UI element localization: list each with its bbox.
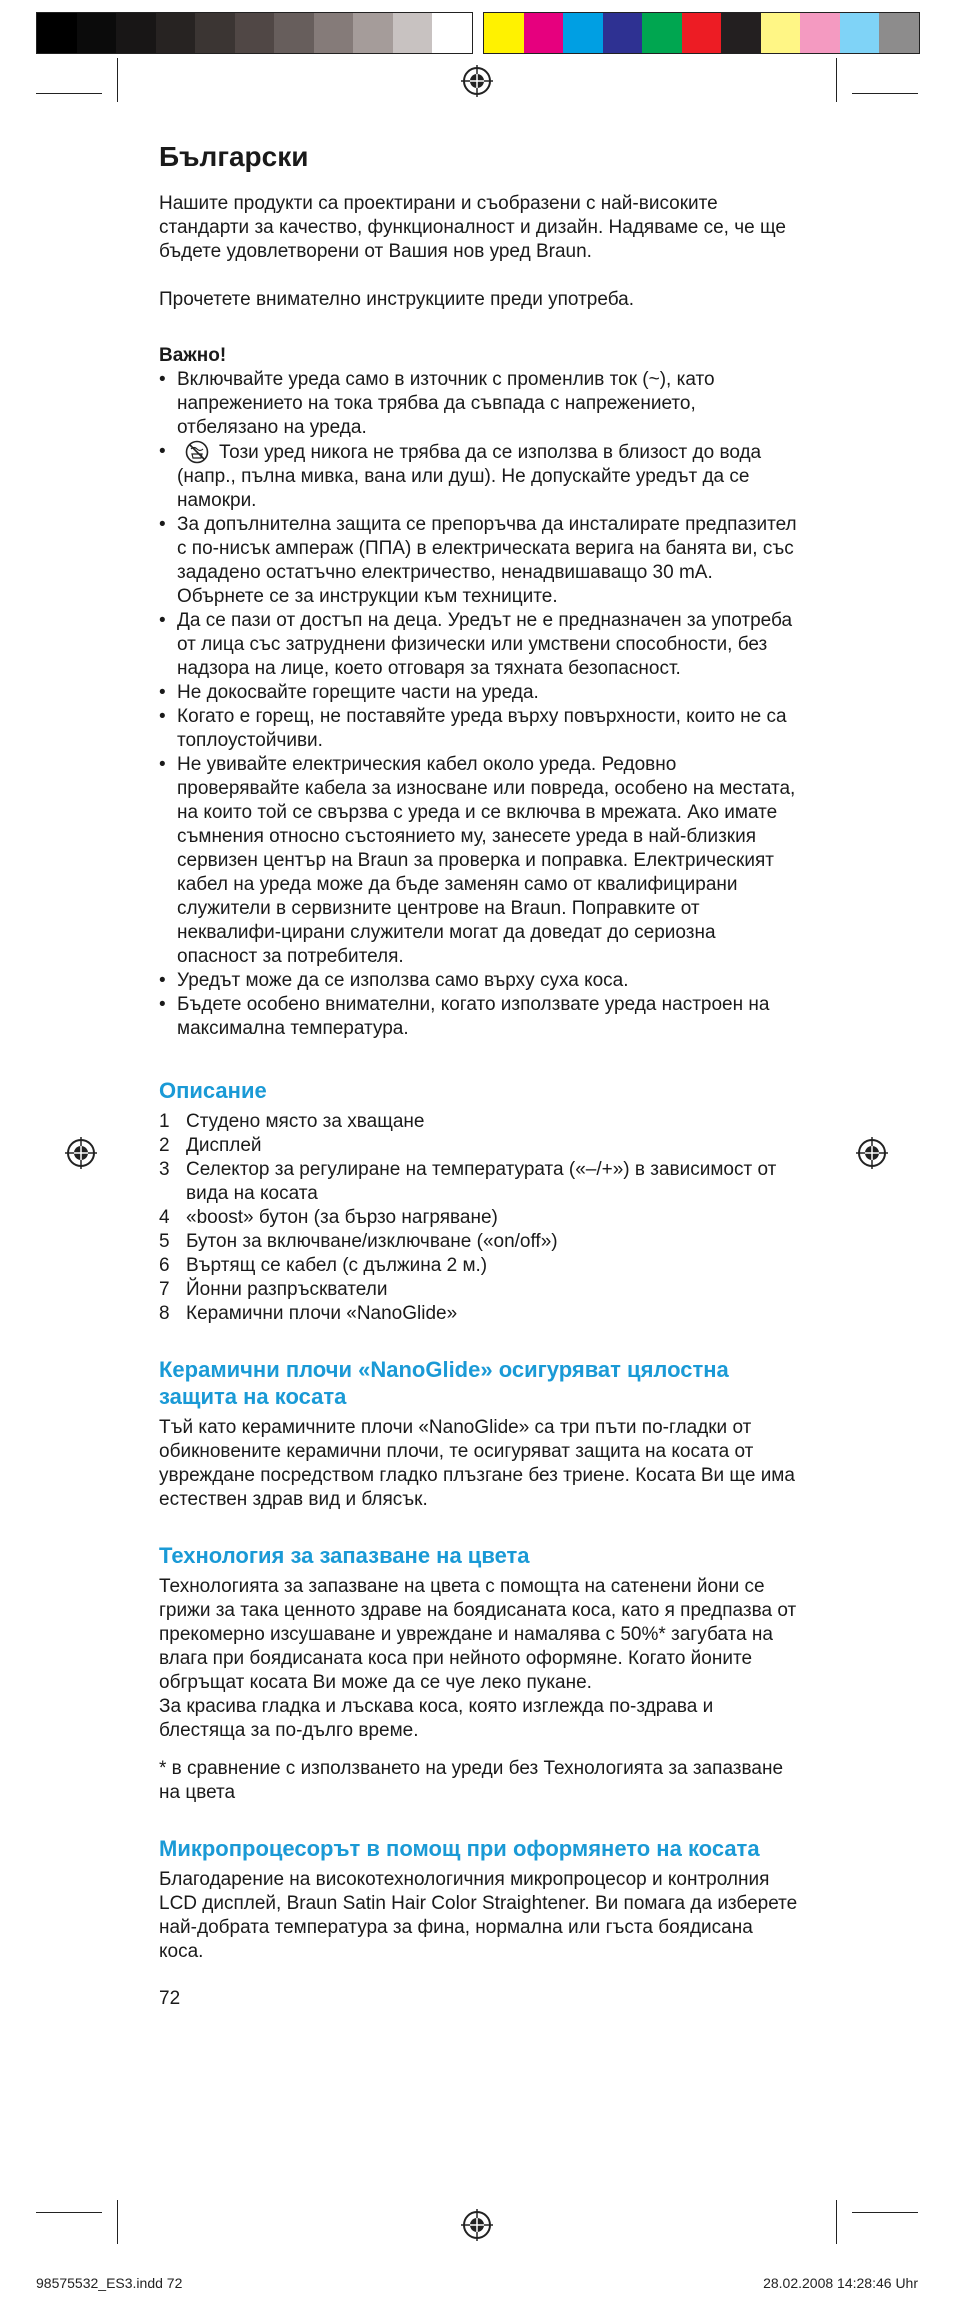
color-swatch xyxy=(353,13,393,53)
list-item: • Този уред никога не трябва да се използва в близост до вода (напр., пълна мивка, вана или душ). Не допускайте уредът да се намокри. xyxy=(159,440,799,513)
nanoglide-heading: Керамични плочи «NanoGlide» осигуряват цялостна защита на косата xyxy=(159,1356,729,1409)
crop-mark xyxy=(852,93,918,94)
color-swatch xyxy=(156,13,196,53)
crop-mark xyxy=(836,2200,837,2244)
color-swatch xyxy=(840,13,880,53)
list-item: 8 Керамични плочи «NanoGlide» xyxy=(159,1302,458,1324)
color-swatch xyxy=(116,13,156,53)
list-item: • Уредът може да се използва само върху суха коса. xyxy=(159,969,799,993)
color-swatch xyxy=(524,13,564,53)
list-item: • Когато е горещ, не поставяйте уреда върху повърхности, които не са топлоустойчиви. xyxy=(159,705,799,753)
crop-mark xyxy=(852,2212,918,2213)
important-list xyxy=(159,368,799,1041)
color-tech-paragraph: Технологията за запазване на цвета с помощта на сатенени йони се грижи за така ценното здраве на боядисаната коса, като я предпазва от прекомерно изсушаване и увреждане и намалява с 50%* загубата на влага при боядисаната коса при нейното оформяне. Когато йоните обгръщат косата Ви може да се чуе леко пукане. xyxy=(159,1575,797,1693)
color-swatch xyxy=(314,13,354,53)
list-item: 2 Дисплей xyxy=(159,1134,262,1156)
nanoglide-paragraph: Тъй като керамичните плочи «NanoGlide» са три пъти по-гладки от обикновените керамични плочи, те осигуряват защита на косата от увреждане посредством гладко плъзгане без триене. Косата Ви ще има естествен здрав вид и блясък. xyxy=(159,1416,795,1510)
color-swatch xyxy=(721,13,761,53)
list-item: • Включвайте уреда само в източник с променлив ток (~), като напрежението на тока трябва да съвпада с напрежението, отбелязано на уреда. xyxy=(159,368,799,440)
list-item: • Бъдете особено внимателни, когато използвате уреда настроен на максимална температура. xyxy=(159,993,799,1041)
no-water-warning-icon xyxy=(177,440,217,464)
crop-mark xyxy=(836,58,837,102)
list-item: 3 Селектор за регулиране на температурата («–/+») в зависимост от вида на косата xyxy=(159,1158,777,1204)
color-swatch xyxy=(393,13,433,53)
color-tech-heading: Технология за запазване на цвета xyxy=(159,1542,530,1568)
color-swatch xyxy=(761,13,801,53)
list-item: • Да се пази от достъп на деца. Уредът не е предназначен за употреба от лица със затруднени физически или умствени способности, без надзора на лице, което отговаря за тяхната безопасност. xyxy=(159,609,799,681)
list-item: 7 Йонни разпръскватели xyxy=(159,1278,388,1300)
page-content xyxy=(159,140,799,2010)
description-heading: Описание xyxy=(159,1077,267,1103)
registration-mark-icon xyxy=(855,1136,889,1170)
crop-mark xyxy=(117,58,118,102)
list-item: 4 «boost» бутон (за бързо нагряване) xyxy=(159,1206,498,1228)
list-item: 5 Бутон за включване/изключване («on/off») xyxy=(159,1230,558,1252)
registration-mark-icon xyxy=(460,64,494,98)
page-title: Български xyxy=(159,141,309,172)
microprocessor-heading: Микропроцесорът в помощ при оформянето на косата xyxy=(159,1835,760,1861)
crop-mark xyxy=(36,93,102,94)
color-swatch xyxy=(879,13,919,53)
color-swatch xyxy=(235,13,275,53)
grayscale-calibration-bar xyxy=(36,12,473,54)
footer-file-info: 98575532_ES3.indd 72 xyxy=(36,2275,183,2291)
list-item: • Не докосвайте горещите части на уреда. xyxy=(159,681,799,705)
color-swatch xyxy=(563,13,603,53)
page-number: 72 xyxy=(159,1987,181,2009)
color-calibration-bar xyxy=(483,12,920,54)
list-item: • За допълнителна защита се препоръчва да инсталирате предпазител с по-нисък ампераж (ППА) в електрическата верига на банята ви, със зададено остатъчно електричество, ненадвишаващо 30 mA. Обърнете се за инструкции към техниците. xyxy=(159,513,799,609)
list-item: 6 Въртящ се кабел (с дължина 2 м.) xyxy=(159,1254,488,1276)
crop-mark xyxy=(117,2200,118,2244)
description-list xyxy=(159,1110,799,1326)
color-swatch xyxy=(603,13,643,53)
color-swatch xyxy=(37,13,77,53)
color-swatch xyxy=(642,13,682,53)
footer-timestamp: 28.02.2008 14:28:46 Uhr xyxy=(763,2275,918,2291)
color-swatch xyxy=(274,13,314,53)
color-swatch xyxy=(484,13,524,53)
list-item: 1 Студено място за хващане xyxy=(159,1110,425,1132)
microprocessor-paragraph: Благодарение на високотехнологичния микропроцесор и контролния LCD дисплей, Braun Satin Hair Color Straightener. Ви помага да изберете най-добрата температура за фина, нормална или гъста боядисана коса. xyxy=(159,1868,798,1962)
important-heading: Важно! xyxy=(159,344,227,366)
color-swatch xyxy=(800,13,840,53)
color-tech-paragraph-2: За красива гладка и лъскава коса, която изглежда по-здрава и блестяща за по-дълго време. xyxy=(159,1695,714,1741)
registration-mark-icon xyxy=(460,2208,494,2242)
read-instructions-note: Прочетете внимателно инструкциите преди употреба. xyxy=(159,288,634,310)
color-swatch xyxy=(195,13,235,53)
intro-paragraph: Нашите продукти са проектирани и съобразени с най-високите стандарти за качество, функционалност и дизайн. Надяваме се, че ще бъдете удовлетворени от Вашия нов уред Braun. xyxy=(159,192,786,262)
registration-mark-icon xyxy=(64,1136,98,1170)
crop-mark xyxy=(36,2212,102,2213)
color-swatch xyxy=(77,13,117,53)
color-swatch xyxy=(432,13,472,53)
color-tech-footnote: * в сравнение с използването на уреди без Технологията за запазване на цвета xyxy=(159,1757,784,1803)
color-swatch xyxy=(682,13,722,53)
list-item: • Не увивайте електрическия кабел около уреда. Редовно проверявайте кабела за износване или повреда, особено на местата, на които той се свързва с уреда и се включва в мрежата. Ако имате съмнения относно състоянието му, занесете уреда в най-близкия сервизен център на Braun за проверка и поправка. Електрическият кабел на уреда може да бъде заменян само от квалифицирани служители в сервизните центрове на Braun. Поправките от неквалифи-цирани служители могат да доведат до сериозна опасност за потребителя. xyxy=(159,753,799,969)
